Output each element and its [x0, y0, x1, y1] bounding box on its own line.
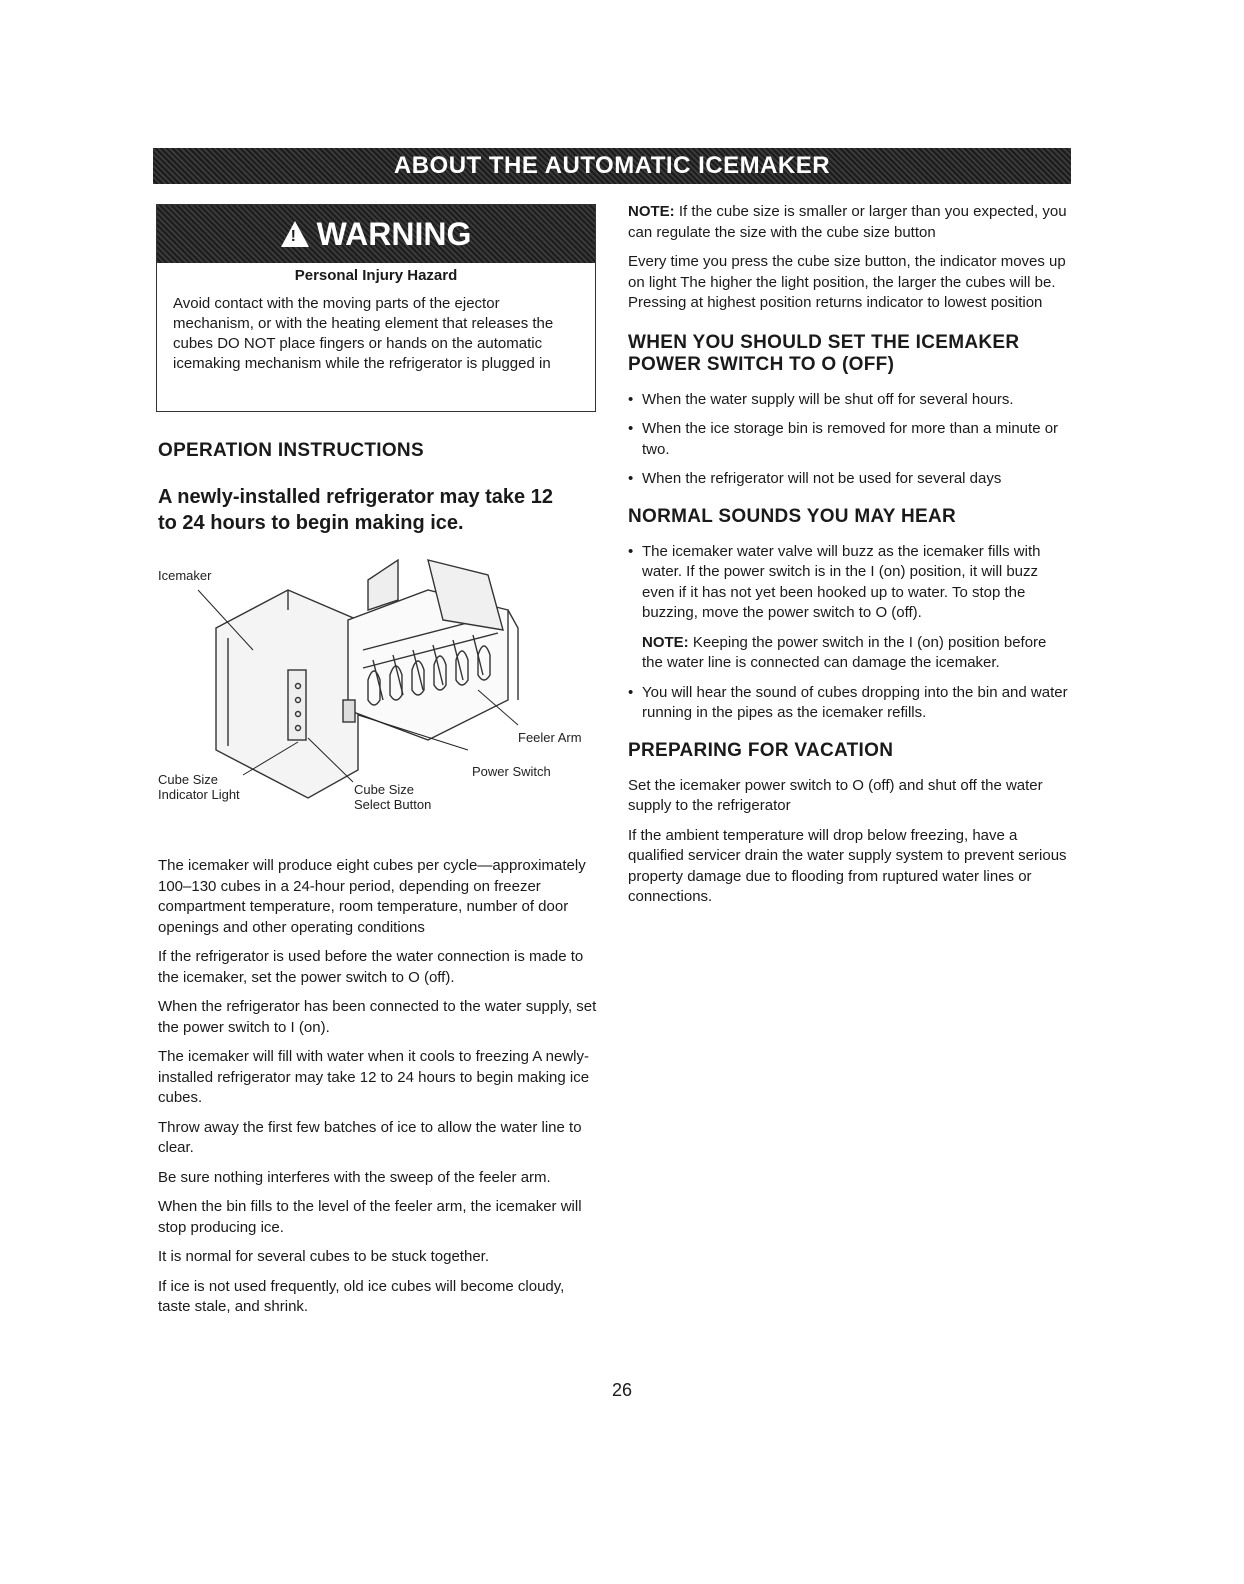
list-item: • When the refrigerator will not be used for several days	[628, 469, 1068, 490]
icemaker-diagram	[158, 550, 598, 850]
operation-body	[158, 856, 598, 1318]
warning-triangle-icon: !	[281, 221, 309, 247]
sounds-heading: NORMAL SOUNDS YOU MAY HEAR	[628, 505, 957, 527]
label-cube-size-select-1: Cube Size	[354, 782, 414, 797]
note-label: NOTE:	[642, 633, 689, 651]
operation-paragraph: If the refrigerator is used before the water connection is made to the icemaker, set the power switch to O (off).	[158, 948, 584, 986]
section-title: ABOUT THE AUTOMATIC ICEMAKER	[393, 152, 831, 179]
warning-subtitle: Personal Injury Hazard	[294, 267, 458, 284]
list-item: • When the ice storage bin is removed for more than a minute or two.	[628, 419, 1068, 460]
section-banner	[153, 148, 1071, 184]
note-label: NOTE:	[628, 203, 675, 220]
operation-heading: OPERATION INSTRUCTIONS	[158, 440, 424, 461]
when-off-heading: WHEN YOU SHOULD SET THE ICEMAKER POWER SWITCH TO O (OFF)	[628, 331, 1020, 375]
operation-paragraph: The icemaker will fill with water when it cools to freezing A newly-installed refrigerator may take 12 to 24 hours to begin making ice cubes.	[158, 1048, 590, 1106]
note-text: Keeping the power switch in the I (on) position before the water line is connected can damage the icemaker.	[642, 633, 1047, 671]
operation-paragraph: The icemaker will produce eight cubes per cycle—approximately 100–130 cubes in a 24-hour period, depending on freezer compartment temperature, room temperature, number of door openings and other operating conditions	[158, 857, 586, 936]
warning-body: Avoid contact with the moving parts of the ejector mechanism, or with the heating element that releases the cubes DO NOT place fingers or hands on the automatic icemaking mechanism while the refrigerator is plugged in	[173, 295, 554, 372]
list-item: • You will hear the sound of cubes dropping into the bin and water running in the pipes as the icemaker refills.	[628, 683, 1068, 724]
list-item	[628, 542, 1068, 674]
vacation-paragraph: Set the icemaker power switch to O (off) and shut off the water supply to the refrigerator	[628, 776, 1043, 814]
operation-paragraph: It is normal for several cubes to be stuck together.	[158, 1248, 489, 1265]
operation-paragraph: Be sure nothing interferes with the sweep of the feeler arm.	[158, 1168, 551, 1186]
label-cube-size-select-2: Select Button	[354, 797, 432, 812]
warning-title: WARNING	[316, 215, 472, 252]
vacation-paragraph: If the ambient temperature will drop below freezing, have a qualified servicer drain the water supply system to prevent serious property damage due to flooding from ruptured water lines or connections.	[628, 826, 1067, 905]
left-column	[158, 440, 598, 1327]
operation-subheading: A newly-installed refrigerator may take 12 to 24 hours to begin making ice.	[158, 486, 553, 534]
warning-box	[156, 204, 596, 412]
note-text: If the cube size is smaller or larger than you expected, you can regulate the size with the cube size button	[628, 203, 1067, 241]
label-cube-size-indicator-1: Cube Size	[158, 772, 218, 787]
operation-paragraph: If ice is not used frequently, old ice cubes will become cloudy, taste stale, and shrink.	[158, 1277, 565, 1315]
when-off-list	[628, 390, 1068, 490]
list-item: • When the water supply will be shut off for several hours.	[628, 390, 1068, 411]
label-cube-size-indicator-2: Indicator Light	[158, 787, 240, 802]
sounds-list	[628, 542, 1068, 724]
operation-paragraph: Throw away the first few batches of ice to allow the water line to clear.	[158, 1118, 582, 1156]
label-feeler-arm: Feeler Arm	[518, 730, 582, 745]
sounds-item-text: The icemaker water valve will buzz as the icemaker fills with water. If the power switch is in the I (on) position, it will buzz even if it has not yet been hooked up to water. To stop the buzzing, move the power switch to O (off).	[642, 542, 1041, 621]
right-column	[628, 202, 1068, 917]
label-power-switch: Power Switch	[472, 764, 551, 779]
cube-size-paragraph: Every time you press the cube size button, the indicator moves up on light The higher the light position, the larger the cubes will be. Pressing at highest position returns indicator to lowest position	[628, 253, 1066, 311]
cube-size-note	[628, 202, 1068, 243]
page-number: 26	[611, 1380, 633, 1400]
vacation-heading: PREPARING FOR VACATION	[628, 739, 894, 761]
warning-header	[157, 205, 595, 263]
operation-paragraph: When the bin fills to the level of the feeler arm, the icemaker will stop producing ice.	[158, 1198, 582, 1236]
sounds-note	[642, 633, 1068, 674]
operation-paragraph: When the refrigerator has been connected to the water supply, set the power switch to I (on).	[158, 998, 597, 1036]
label-icemaker: Icemaker	[158, 568, 212, 583]
